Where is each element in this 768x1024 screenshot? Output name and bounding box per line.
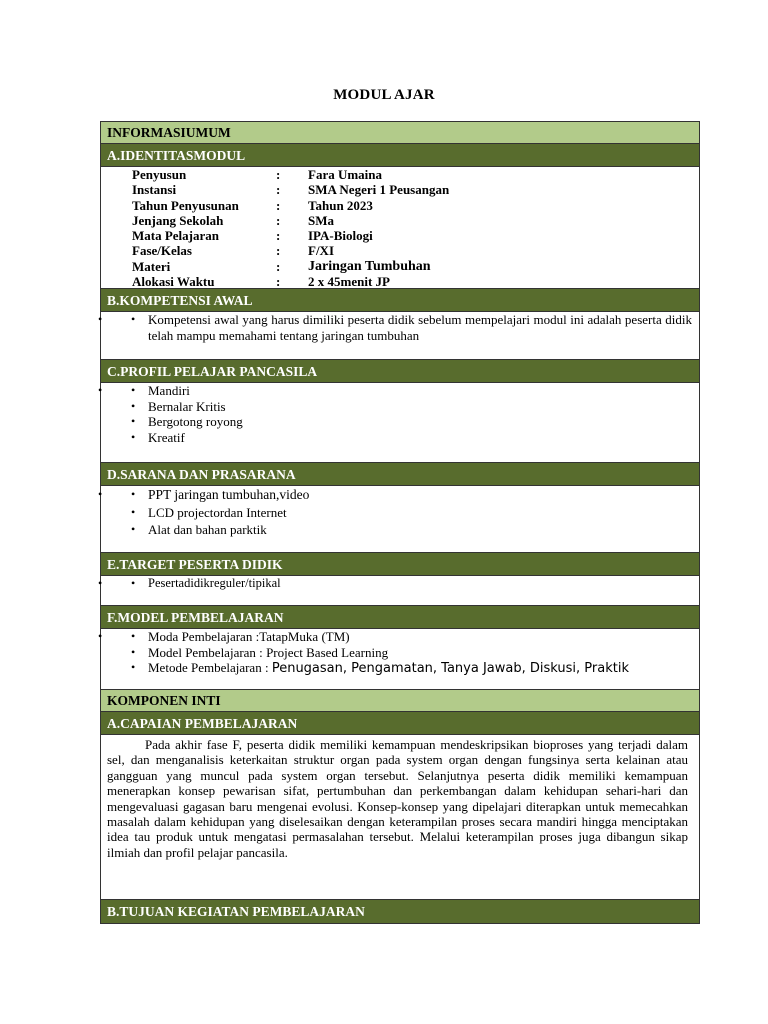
bullet-icon: • bbox=[131, 383, 136, 397]
list-item bbox=[101, 576, 699, 592]
list-item bbox=[101, 399, 699, 415]
section-header-capaian: A.CAPAIAN PEMBELAJARAN bbox=[101, 712, 699, 735]
model-item-prefix: Model Pembelajaran : bbox=[148, 644, 263, 660]
bullet-icon: • bbox=[131, 398, 136, 413]
profil-item: Kreatif bbox=[148, 429, 185, 445]
list-item bbox=[101, 414, 699, 430]
list-item bbox=[101, 629, 699, 645]
identitas-row-mapel bbox=[101, 228, 699, 243]
sarana-item: Alat dan bahan parktik bbox=[148, 522, 267, 537]
document-title: MODUL AJAR bbox=[333, 87, 435, 103]
identitas-label: Jenjang Sekolah bbox=[132, 212, 224, 228]
list-item bbox=[101, 521, 699, 539]
identitas-label: Tahun Penyusunan bbox=[132, 197, 239, 213]
list-item bbox=[101, 645, 699, 661]
section-header-tujuan: B.TUJUAN KEGIATAN PEMBELAJARAN bbox=[101, 900, 699, 923]
bullet-icon: • bbox=[131, 644, 136, 659]
list-item bbox=[101, 660, 699, 677]
stray-bullet: • bbox=[98, 487, 103, 501]
identitas-label: Mata Pelajaran bbox=[132, 228, 220, 244]
profil-item: Bernalar Kritis bbox=[148, 398, 226, 414]
bullet-icon: • bbox=[131, 522, 136, 536]
stray-bullet: • bbox=[98, 383, 103, 397]
bullet-icon: • bbox=[131, 660, 136, 674]
identitas-row-penyusun bbox=[101, 167, 699, 182]
identitas-label: Materi bbox=[132, 258, 171, 274]
section-header-target: E.TARGET PESERTA DIDIK bbox=[101, 553, 699, 576]
bullet-icon: • bbox=[131, 414, 136, 428]
identitas-block bbox=[101, 167, 699, 289]
identitas-label: Alokasi Waktu bbox=[132, 274, 215, 290]
list-item bbox=[101, 504, 699, 522]
profil-block bbox=[98, 383, 699, 463]
identitas-value: 2 x 45menit JP bbox=[308, 274, 390, 290]
identitas-row-jenjang bbox=[101, 213, 699, 228]
sarana-item: LCD projectordan Internet bbox=[148, 504, 287, 520]
profil-item: Mandiri bbox=[148, 383, 190, 398]
sarana-item: PPT jaringan tumbuhan,video bbox=[148, 487, 310, 502]
bullet-icon: • bbox=[131, 487, 136, 501]
identitas-value: Tahun 2023 bbox=[308, 197, 373, 213]
profil-item: Bergotong royong bbox=[148, 414, 243, 429]
section-header-informasi-umum: INFORMASIUMUM bbox=[101, 122, 699, 144]
bullet-icon: • bbox=[131, 629, 136, 643]
identitas-row-materi bbox=[101, 259, 699, 274]
identitas-colon: : bbox=[276, 258, 281, 274]
identitas-row-alokasi bbox=[101, 274, 699, 289]
identitas-label: Penyusun bbox=[132, 167, 187, 182]
identitas-value: Jaringan Tumbuhan bbox=[308, 258, 431, 274]
identitas-row-tahun bbox=[101, 198, 699, 213]
model-item-prefix: Metode Pembelajaran : bbox=[148, 660, 272, 675]
capaian-block bbox=[101, 735, 699, 900]
bullet-icon: • bbox=[131, 312, 136, 326]
capaian-paragraph bbox=[101, 735, 699, 860]
stray-bullet: • bbox=[98, 576, 103, 590]
kompetensi-awal-block bbox=[98, 312, 699, 360]
section-header-model: F.MODEL PEMBELAJARAN bbox=[101, 606, 699, 629]
identitas-row-instansi bbox=[101, 182, 699, 197]
section-header-sarana: D.SARANA DAN PRASARANA bbox=[101, 463, 699, 486]
identitas-colon: : bbox=[276, 167, 281, 182]
identitas-value: IPA-Biologi bbox=[308, 228, 373, 244]
section-header-identitas: A.IDENTITASMODUL bbox=[101, 144, 699, 167]
model-item-prefix: Moda Pembelajaran : bbox=[148, 629, 260, 644]
model-item-value: Project Based Learning bbox=[262, 644, 389, 660]
stray-bullet: • bbox=[98, 312, 103, 326]
kompetensi-awal-text: Kompetensi awal yang harus dimiliki peserta didik sebelum mempelajari modul ini adalah peserta didik telah mampu memahami tentang jaringan tumbuhan bbox=[148, 312, 692, 343]
identitas-colon: : bbox=[276, 228, 281, 244]
target-item: Pesertadidikreguler/tipikal bbox=[148, 576, 281, 590]
list-item bbox=[101, 430, 699, 446]
identitas-colon: : bbox=[276, 243, 281, 259]
bullet-icon: • bbox=[131, 429, 136, 444]
identitas-value: F/XI bbox=[308, 243, 334, 259]
list-item bbox=[101, 312, 699, 343]
identitas-colon: : bbox=[276, 182, 281, 198]
list-item bbox=[101, 383, 699, 399]
section-header-komponen-inti: KOMPONEN INTI bbox=[101, 690, 699, 712]
model-item-value: TatapMuka (TM) bbox=[259, 629, 350, 644]
identitas-label: Fase/Kelas bbox=[132, 243, 192, 259]
sarana-block bbox=[98, 486, 699, 553]
stray-bullet: • bbox=[98, 629, 103, 643]
identitas-colon: : bbox=[276, 274, 281, 290]
identitas-value: Fara Umaina bbox=[308, 167, 383, 182]
identitas-label: Instansi bbox=[132, 182, 177, 198]
identitas-value: SMa bbox=[308, 212, 334, 228]
identitas-row-fase bbox=[101, 243, 699, 258]
section-header-profil: C.PROFIL PELAJAR PANCASILA bbox=[101, 360, 699, 383]
section-header-kompetensi-awal: B.KOMPETENSI AWAL bbox=[101, 289, 699, 312]
capaian-text: Pada akhir fase F, peserta didik memiliki kemampuan mendeskripsikan bioproses yang terjadi dalam sel, dan menganalisis keterkaitan struktur organ pada system organ dengan fungsinya serta kelainan atau gangguan yang muncul pada system organ tersebut. Selanjutnya peserta didik memiliki kemampuan menerapkan konsep pewarisan sifat, pertumbuhan dan perkembangan dalam kehidupan sehari-hari dan mengevaluasi gagasan baru mengenai evolusi. Konsep-konsep yang dipelajari diterapkan untuk memecahkan masalah dalam kehidupan yang diselesaikan dengan keterampilan proses secara mandiri hingga menciptakan idea tau produk untuk mengatasi permasalahan tersebut. Melalui keterampilan proses juga dibangun sikap ilmiah dan profil pelajar pancasila. bbox=[107, 737, 688, 860]
identitas-colon: : bbox=[276, 197, 281, 213]
bullet-icon: • bbox=[131, 504, 136, 519]
identitas-value: SMA Negeri 1 Peusangan bbox=[308, 182, 450, 198]
bullet-icon: • bbox=[131, 576, 136, 590]
target-block bbox=[98, 576, 699, 606]
identitas-colon: : bbox=[276, 212, 281, 228]
list-item bbox=[101, 486, 699, 504]
model-block bbox=[98, 629, 699, 690]
model-item-value: Penugasan, Pengamatan, Tanya Jawab, Diskusi, Praktik bbox=[271, 661, 629, 676]
modul-table bbox=[100, 121, 700, 924]
